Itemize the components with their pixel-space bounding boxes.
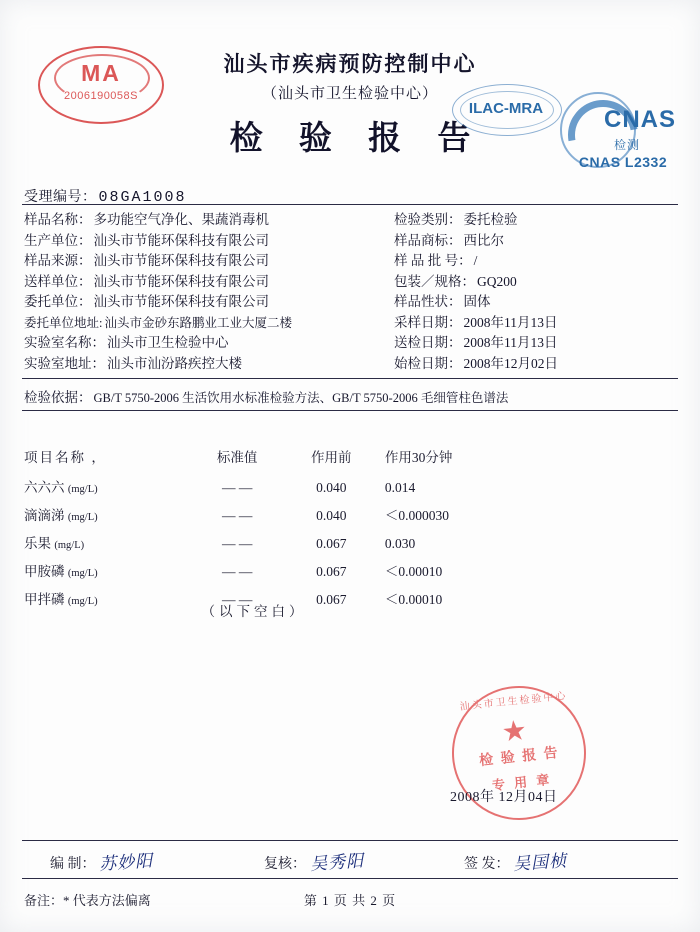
page-title: 检 验 报 告: [229, 121, 485, 157]
info-value: 汕头市节能环保科技有限公司: [93, 294, 269, 309]
info-value: 汕头市节能环保科技有限公司: [93, 253, 269, 268]
signature-row: [24, 848, 678, 874]
results-table: [24, 446, 484, 616]
info-value: 汕头市节能环保科技有限公司: [93, 273, 269, 289]
inspection-basis-value: GB/T 5750-2006 生活饮用水标准检验方法、GB/T 5750-2006 毛细管柱色谱法: [93, 391, 509, 405]
cnas-label: CNAS: [604, 106, 677, 133]
info-cell-left: [24, 231, 394, 251]
item-name: 甲拌磷: [24, 592, 65, 607]
info-value: 2008年11月13日: [463, 314, 558, 330]
inspection-basis: [24, 386, 508, 406]
info-label: 送检日期：: [394, 335, 462, 350]
info-cell-right: [394, 272, 678, 292]
cell-post: ＜0.000030: [384, 508, 449, 523]
acceptance-number: [24, 186, 187, 206]
column-header-post: 作用30分钟: [384, 450, 453, 465]
editor-label: 编 制：: [50, 857, 96, 872]
footer-remark: 备注：* 代表方法偏离: [24, 893, 151, 908]
info-label: 包装／规格：: [394, 273, 475, 289]
page-number: 第 1 页 共 2 页: [303, 893, 397, 908]
column-header-pre: 作用前: [311, 450, 352, 465]
organization-subtitle: （汕头市卫生检验中心）: [261, 86, 438, 102]
info-label: 实验室名称：: [24, 335, 105, 350]
divider-signature-top: [22, 840, 678, 841]
report-header: [0, 30, 700, 170]
reviewer-field: [264, 848, 364, 873]
report-date: 2008年 12月04日: [450, 790, 558, 805]
cell-standard: — —: [221, 536, 253, 551]
divider-basis-top: [22, 378, 678, 379]
cell-item-name: [24, 504, 193, 524]
cell-item-name: [24, 476, 193, 496]
info-label: 委托单位地址:: [24, 315, 103, 330]
cnas-chinese-label: 检测: [614, 138, 641, 152]
reviewer-signature: 吴秀阳: [309, 851, 365, 874]
item-unit: (mg/L): [67, 484, 98, 495]
acceptance-number-value: 08GA1008: [98, 189, 187, 206]
info-label: 样品性状：: [394, 294, 462, 309]
editor-signature: 苏妙阳: [98, 851, 154, 874]
info-label: 样品商标：: [394, 232, 462, 248]
item-unit: (mg/L): [67, 512, 98, 523]
info-cell-left: [24, 313, 394, 333]
editor-field: [50, 848, 153, 873]
cell-post: 0.014: [384, 480, 416, 495]
cell-standard: — —: [221, 508, 253, 523]
info-cell-right: [394, 313, 678, 333]
info-row: [24, 292, 678, 313]
info-cell-right: [394, 333, 678, 353]
item-name: 六六六: [24, 480, 65, 495]
info-value: 汕头市金砂东路鹏业工业大厦二楼: [104, 315, 292, 330]
cell-post: 0.030: [384, 536, 416, 551]
info-row: [24, 272, 678, 293]
info-value: /: [473, 253, 478, 268]
info-value: 多功能空气净化、果蔬消毒机: [93, 212, 269, 227]
info-value: 2008年12月02日: [463, 355, 558, 371]
table-row: [24, 476, 484, 504]
info-value: 汕头市汕汾路疾控大楼: [107, 355, 242, 371]
reviewer-label: 复核：: [264, 857, 306, 872]
table-row: [24, 504, 484, 532]
info-cell-left: [24, 272, 394, 292]
ilac-mra-logo: [452, 80, 562, 140]
info-label: 样品来源：: [24, 253, 92, 268]
stamp-line-2: 专 用 章: [491, 771, 553, 793]
info-cell-right: [394, 251, 678, 271]
table-row: [24, 532, 484, 560]
cell-standard: — —: [221, 480, 253, 495]
column-header-standard: 标准值: [216, 450, 258, 465]
item-name: 乐果: [24, 536, 51, 551]
blank-below-note: （以下空白）: [201, 604, 307, 619]
info-value: GQ200: [477, 273, 517, 289]
info-label: 样 品 批 号：: [394, 253, 472, 268]
issuer-signature: 吴国桢: [512, 851, 568, 874]
info-value: 汕头市卫生检验中心: [107, 335, 229, 350]
info-cell-left: [24, 292, 394, 312]
item-unit: (mg/L): [67, 596, 98, 607]
cell-pre: 0.040: [316, 508, 347, 523]
info-label: 采样日期：: [394, 314, 462, 330]
info-label: 委托单位：: [24, 294, 92, 309]
info-row: [24, 251, 678, 272]
stamp-arc-text: 汕头市卫生检验中心: [459, 690, 568, 713]
cell-pre: 0.040: [316, 480, 347, 495]
cell-pre: 0.067: [316, 536, 347, 551]
issuer-field: [464, 848, 567, 873]
acceptance-number-label: 受理编号：: [24, 190, 97, 205]
info-label: 送样单位：: [24, 273, 92, 289]
ilac-label: ILAC-MRA: [468, 100, 544, 117]
info-label: 生产单位：: [24, 232, 92, 248]
info-value: 西比尔: [463, 232, 504, 248]
cell-standard: — —: [221, 564, 253, 579]
cnas-accreditation-code: CNAS L2332: [578, 154, 668, 170]
info-cell-right: [394, 231, 678, 251]
ma-stamp-label: MA: [81, 60, 121, 86]
official-report-stamp: 汕头市卫生检验中心 ★ 检 验 报 告 专 用 章: [445, 679, 592, 826]
info-label: 样品名称：: [24, 212, 92, 227]
info-cell-left: [24, 354, 394, 374]
organization-title: 汕头市疾病预防控制中心: [223, 52, 477, 76]
table-row: [24, 560, 484, 588]
table-header-row: [24, 446, 484, 476]
issuer-label: 签 发：: [464, 857, 510, 872]
cnas-logo: [556, 92, 684, 182]
inspection-basis-label: 检验依据：: [24, 390, 92, 405]
cell-standard: — —: [221, 592, 253, 607]
ma-stamp-number: 2006190058S: [63, 90, 138, 102]
cell-item-name: [24, 532, 193, 552]
info-label: 检验类别：: [394, 212, 462, 227]
cell-post: ＜0.00010: [384, 592, 443, 607]
info-value: 汕头市节能环保科技有限公司: [93, 232, 269, 248]
cell-item-name: [24, 560, 193, 580]
info-row: [24, 210, 678, 231]
cell-pre: 0.067: [316, 564, 347, 579]
info-row: [24, 354, 678, 375]
item-name: 甲胺磷: [24, 564, 65, 579]
info-value: 2008年11月13日: [463, 335, 558, 350]
info-cell-right: [394, 354, 678, 374]
info-row: [24, 313, 678, 334]
info-label: 始检日期：: [394, 355, 462, 371]
info-cell-right: [394, 292, 678, 312]
sample-info-grid: [24, 210, 678, 374]
item-name: 滴滴涕: [24, 508, 65, 523]
divider-footer: [22, 878, 678, 879]
stamp-line-1: 检 验 报 告: [478, 745, 561, 770]
info-cell-left: [24, 333, 394, 353]
divider-top: [22, 204, 678, 205]
info-label: 实验室地址：: [24, 355, 105, 371]
item-unit: (mg/L): [54, 540, 85, 551]
info-cell-left: [24, 210, 394, 230]
info-row: [24, 333, 678, 354]
column-header-name: 项目名称 ，: [24, 450, 107, 465]
info-value: 固体: [463, 294, 491, 309]
info-cell-left: [24, 251, 394, 271]
item-unit: (mg/L): [67, 568, 98, 579]
cell-post: ＜0.00010: [384, 564, 443, 579]
info-value: 委托检验: [463, 212, 518, 227]
cell-pre: 0.067: [316, 592, 347, 607]
info-row: [24, 231, 678, 252]
info-cell-right: [394, 210, 678, 230]
divider-basis-bottom: [22, 410, 678, 411]
